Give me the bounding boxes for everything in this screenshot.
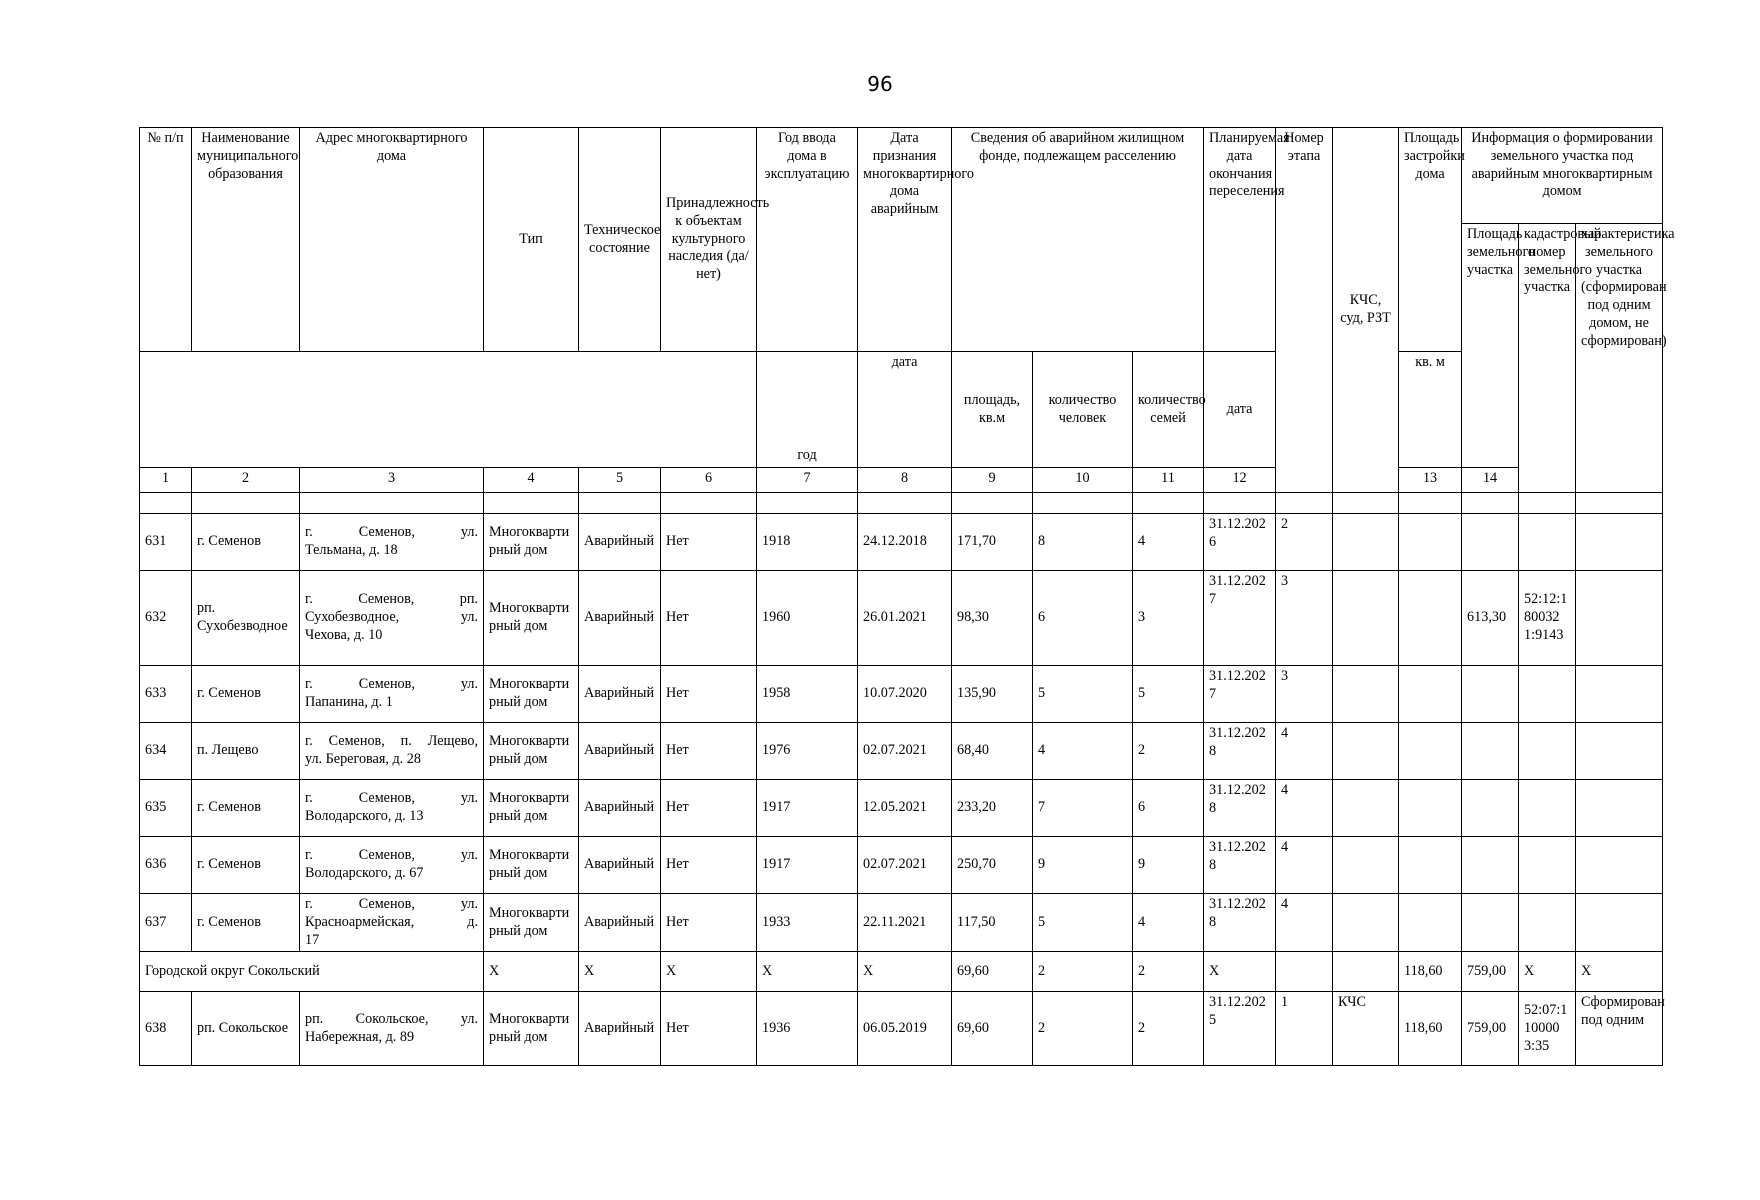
land-char-cell: Сформирован под одним	[1576, 992, 1663, 1066]
subtotal-c12: X	[1204, 952, 1276, 992]
subtotal-c13	[1276, 952, 1333, 992]
header-kchs: КЧС, суд, РЗТ	[1333, 128, 1399, 493]
address-cell: г. Семенов, ул. Папанина, д. 1	[300, 666, 484, 723]
year-cell: 1958	[757, 666, 858, 723]
subtotal-c8: X	[858, 952, 952, 992]
plan-date-cell: 31.12.2025	[1204, 992, 1276, 1066]
plan-date-cell: 31.12.2028	[1204, 723, 1276, 780]
row-number: 634	[140, 723, 192, 780]
heritage-cell: Нет	[661, 780, 757, 837]
municipality-cell: г. Семенов	[192, 666, 300, 723]
families-cell: 2	[1133, 723, 1204, 780]
building-area-cell	[1399, 780, 1462, 837]
building-area-cell: 118,60	[1399, 992, 1462, 1066]
subtotal-building-area: 118,60	[1399, 952, 1462, 992]
year-cell: 1918	[757, 514, 858, 571]
state-cell: Аварийный	[579, 780, 661, 837]
address-cell: г. Семенов, п. Лещево, ул. Береговая, д. 28	[300, 723, 484, 780]
date-cell: 10.07.2020	[858, 666, 952, 723]
state-cell: Аварийный	[579, 837, 661, 894]
cadastre-cell	[1519, 514, 1576, 571]
municipality-cell: г. Семенов	[192, 894, 300, 952]
stage-cell: 4	[1276, 837, 1333, 894]
year-cell: 1917	[757, 780, 858, 837]
header-recognition-date: Дата признания многоквартирного дома аварийным	[858, 128, 952, 352]
state-cell: Аварийный	[579, 514, 661, 571]
land-char-cell	[1576, 723, 1663, 780]
header-building-area: Площадь застройки дома	[1399, 128, 1462, 352]
header-date-sub: дата	[858, 352, 952, 468]
row-number: 637	[140, 894, 192, 952]
heritage-cell: Нет	[661, 837, 757, 894]
heritage-cell: Нет	[661, 571, 757, 666]
header-planned-date: Планируемая дата окончания переселения	[1204, 128, 1276, 352]
subtotal-row	[140, 952, 1663, 992]
header-tech-state: Техническое состояние	[579, 128, 661, 352]
year-cell: 1960	[757, 571, 858, 666]
land-area-cell: 613,30	[1462, 571, 1519, 666]
cadastre-cell	[1519, 837, 1576, 894]
date-cell: 22.11.2021	[858, 894, 952, 952]
column-number-row: 1 2 3 4 5 6 7 8 9 10 11 12 13 14	[140, 468, 1663, 493]
table-row	[140, 723, 1663, 780]
table-row	[140, 837, 1663, 894]
year-cell: 1933	[757, 894, 858, 952]
table-row	[140, 514, 1663, 571]
area-cell: 98,30	[952, 571, 1033, 666]
area-cell: 117,50	[952, 894, 1033, 952]
subtotal-people: 2	[1033, 952, 1133, 992]
state-cell: Аварийный	[579, 723, 661, 780]
kchs-cell	[1333, 571, 1399, 666]
plan-date-cell: 31.12.2026	[1204, 514, 1276, 571]
table-row	[140, 992, 1663, 1066]
municipality-cell: г. Семенов	[192, 837, 300, 894]
row-number: 638	[140, 992, 192, 1066]
land-area-cell: 759,00	[1462, 992, 1519, 1066]
subtotal-families: 2	[1133, 952, 1204, 992]
state-cell: Аварийный	[579, 992, 661, 1066]
cadastre-cell: 52:07:110000 3:35	[1519, 992, 1576, 1066]
subtotal-c17: X	[1519, 952, 1576, 992]
header-number: № п/п	[140, 128, 192, 352]
header-area-sub: площадь, кв.м	[952, 352, 1033, 468]
plan-date-cell: 31.12.2028	[1204, 837, 1276, 894]
kchs-cell	[1333, 723, 1399, 780]
subtotal-label: Городской округ Сокольский	[140, 952, 484, 992]
address-cell: г. Семенов, ул. Тельмана, д. 18	[300, 514, 484, 571]
people-cell: 5	[1033, 894, 1133, 952]
families-cell: 5	[1133, 666, 1204, 723]
families-cell: 6	[1133, 780, 1204, 837]
land-area-cell	[1462, 514, 1519, 571]
land-char-cell	[1576, 571, 1663, 666]
header-year-sub: год	[757, 352, 858, 468]
people-cell: 4	[1033, 723, 1133, 780]
building-area-cell	[1399, 837, 1462, 894]
address-cell: г. Семенов, ул. Володарского, д. 13	[300, 780, 484, 837]
row-number: 632	[140, 571, 192, 666]
subtotal-area: 69,60	[952, 952, 1033, 992]
land-char-cell	[1576, 780, 1663, 837]
families-cell: 3	[1133, 571, 1204, 666]
land-area-cell	[1462, 837, 1519, 894]
land-char-cell	[1576, 666, 1663, 723]
type-cell: Многоквартирный дом	[484, 894, 579, 952]
date-cell: 26.01.2021	[858, 571, 952, 666]
type-cell: Многоквартирный дом	[484, 837, 579, 894]
table-row	[140, 571, 1663, 666]
year-cell: 1976	[757, 723, 858, 780]
land-char-cell	[1576, 837, 1663, 894]
stage-cell: 3	[1276, 571, 1333, 666]
heritage-cell: Нет	[661, 514, 757, 571]
subtotal-c14	[1333, 952, 1399, 992]
table-row	[140, 666, 1663, 723]
header-building-unit: кв. м	[1399, 352, 1462, 468]
type-cell: Многоквартирный дом	[484, 723, 579, 780]
type-cell: Многоквартирный дом	[484, 780, 579, 837]
people-cell: 5	[1033, 666, 1133, 723]
type-cell: Многоквартирный дом	[484, 992, 579, 1066]
header-address: Адрес многоквартирного дома	[300, 128, 484, 352]
subtotal-c4: X	[484, 952, 579, 992]
header-emergency-fund: Сведения об аварийном жилищном фонде, подлежащем расселению	[952, 128, 1204, 352]
people-cell: 9	[1033, 837, 1133, 894]
header-cadastre: кадастровый номер земельного участка	[1519, 224, 1576, 493]
area-cell: 68,40	[952, 723, 1033, 780]
municipality-cell: рп. Сокольское	[192, 992, 300, 1066]
municipality-cell: г. Семенов	[192, 514, 300, 571]
page-number: 96	[867, 72, 893, 96]
date-cell: 24.12.2018	[858, 514, 952, 571]
state-cell: Аварийный	[579, 666, 661, 723]
land-char-cell	[1576, 894, 1663, 952]
stage-cell: 4	[1276, 894, 1333, 952]
cadastre-cell	[1519, 723, 1576, 780]
date-cell: 02.07.2021	[858, 723, 952, 780]
state-cell: Аварийный	[579, 571, 661, 666]
stage-cell: 1	[1276, 992, 1333, 1066]
area-cell: 171,70	[952, 514, 1033, 571]
address-cell: рп. Сокольское, ул. Набережная, д. 89	[300, 992, 484, 1066]
subtotal-c5: X	[579, 952, 661, 992]
families-cell: 2	[1133, 992, 1204, 1066]
year-cell: 1936	[757, 992, 858, 1066]
land-area-cell	[1462, 666, 1519, 723]
row-number: 635	[140, 780, 192, 837]
area-cell: 135,90	[952, 666, 1033, 723]
row-number: 633	[140, 666, 192, 723]
type-cell: Многоквартирный дом	[484, 571, 579, 666]
building-area-cell	[1399, 723, 1462, 780]
plan-date-cell: 31.12.2028	[1204, 894, 1276, 952]
state-cell: Аварийный	[579, 894, 661, 952]
table-row	[140, 780, 1663, 837]
plan-date-cell: 31.12.2027	[1204, 571, 1276, 666]
land-char-cell	[1576, 514, 1663, 571]
municipality-cell: г. Семенов	[192, 780, 300, 837]
date-cell: 02.07.2021	[858, 837, 952, 894]
address-cell: г. Семенов, ул. Красноармейская, д. 17	[300, 894, 484, 952]
stage-cell: 2	[1276, 514, 1333, 571]
plan-date-cell: 31.12.2027	[1204, 666, 1276, 723]
header-land-area: Площадь земельного участка	[1462, 224, 1519, 468]
type-cell: Многоквартирный дом	[484, 514, 579, 571]
plan-date-cell: 31.12.2028	[1204, 780, 1276, 837]
land-area-cell	[1462, 780, 1519, 837]
kchs-cell	[1333, 666, 1399, 723]
stage-cell: 3	[1276, 666, 1333, 723]
header-heritage: Принадлежность к объектам культурного наследия (да/нет)	[661, 128, 757, 352]
stage-cell: 4	[1276, 780, 1333, 837]
table-row	[140, 894, 1663, 952]
kchs-cell	[1333, 837, 1399, 894]
subtotal-c7: X	[757, 952, 858, 992]
date-cell: 12.05.2021	[858, 780, 952, 837]
cadastre-cell	[1519, 894, 1576, 952]
heritage-cell: Нет	[661, 992, 757, 1066]
families-cell: 4	[1133, 514, 1204, 571]
kchs-cell	[1333, 514, 1399, 571]
date-cell: 06.05.2019	[858, 992, 952, 1066]
type-cell: Многоквартирный дом	[484, 666, 579, 723]
area-cell: 233,20	[952, 780, 1033, 837]
cadastre-cell: 52:12:180032 1:9143	[1519, 571, 1576, 666]
land-area-cell	[1462, 723, 1519, 780]
area-cell: 69,60	[952, 992, 1033, 1066]
subtotal-c6: X	[661, 952, 757, 992]
area-cell: 250,70	[952, 837, 1033, 894]
header-type: Тип	[484, 128, 579, 352]
header-year: Год ввода дома в эксплуатацию	[757, 128, 858, 352]
address-cell: г. Семенов, рп. Сухобезводное, ул. Чехова, д. 10	[300, 571, 484, 666]
header-plan-sub: дата	[1204, 352, 1276, 468]
families-cell: 4	[1133, 894, 1204, 952]
subtotal-land-area: 759,00	[1462, 952, 1519, 992]
stage-cell: 4	[1276, 723, 1333, 780]
address-cell: г. Семенов, ул. Володарского, д. 67	[300, 837, 484, 894]
people-cell: 7	[1033, 780, 1133, 837]
emergency-housing-table	[139, 127, 1675, 1066]
header-people-sub: количество человек	[1033, 352, 1133, 468]
people-cell: 2	[1033, 992, 1133, 1066]
families-cell: 9	[1133, 837, 1204, 894]
row-number: 631	[140, 514, 192, 571]
subtotal-c18: X	[1576, 952, 1663, 992]
year-cell: 1917	[757, 837, 858, 894]
row-number: 636	[140, 837, 192, 894]
header-land-char: характеристика земельного участка (сформирован под одним домом, не сформирован)	[1576, 224, 1663, 493]
kchs-cell: КЧС	[1333, 992, 1399, 1066]
cadastre-cell	[1519, 780, 1576, 837]
heritage-cell: Нет	[661, 723, 757, 780]
people-cell: 8	[1033, 514, 1133, 571]
kchs-cell	[1333, 894, 1399, 952]
municipality-cell: рп. Сухобезводное	[192, 571, 300, 666]
heritage-cell: Нет	[661, 894, 757, 952]
land-area-cell	[1462, 894, 1519, 952]
heritage-cell: Нет	[661, 666, 757, 723]
people-cell: 6	[1033, 571, 1133, 666]
municipality-cell: п. Лещево	[192, 723, 300, 780]
header-families-sub: количество семей	[1133, 352, 1204, 468]
cadastre-cell	[1519, 666, 1576, 723]
building-area-cell	[1399, 571, 1462, 666]
building-area-cell	[1399, 514, 1462, 571]
building-area-cell	[1399, 666, 1462, 723]
kchs-cell	[1333, 780, 1399, 837]
header-land-info: Информация о формировании земельного участка под аварийным многоквартирным домом	[1462, 128, 1663, 224]
header-stage: Номер этапа	[1276, 128, 1333, 493]
building-area-cell	[1399, 894, 1462, 952]
header-municipality: Наименование муниципального образования	[192, 128, 300, 352]
